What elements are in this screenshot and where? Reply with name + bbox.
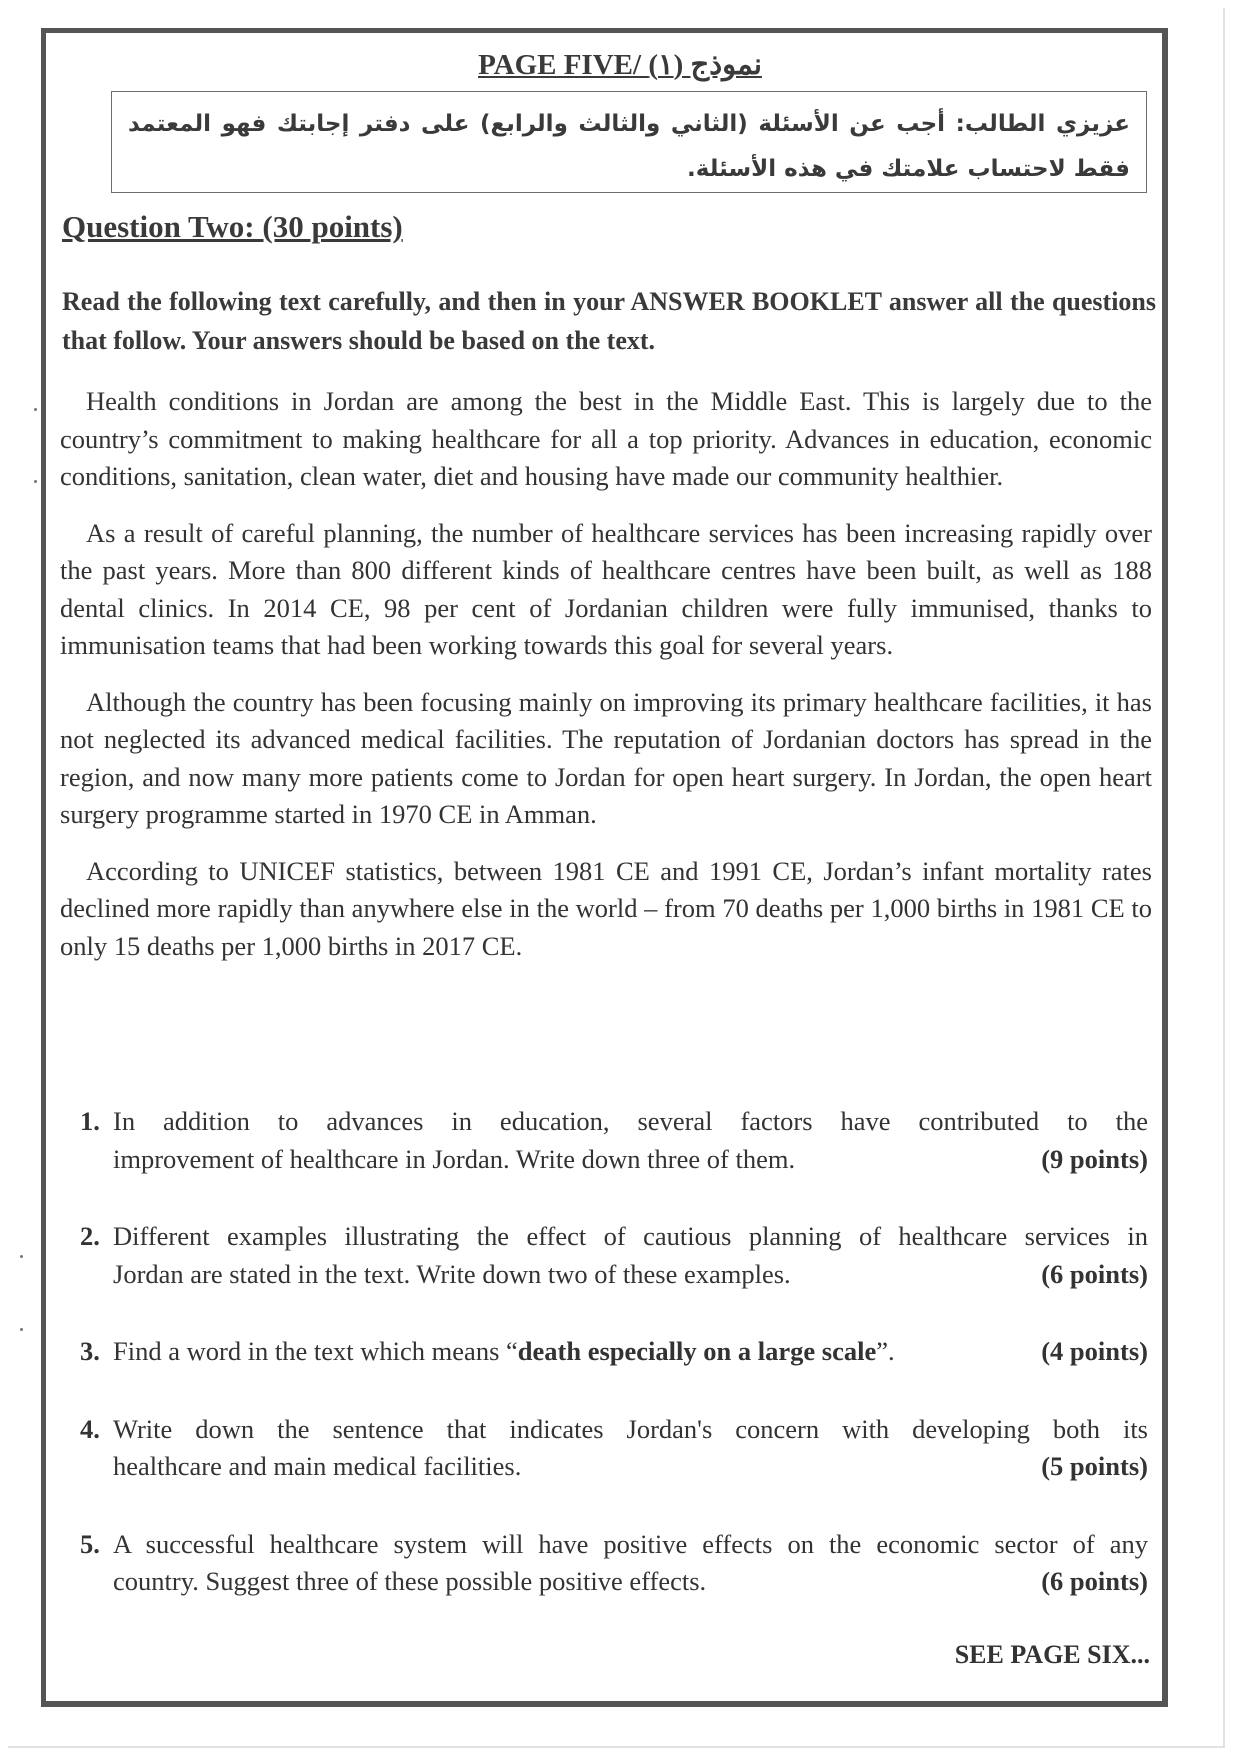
question-text: A successful healthcare system will have positive effects on the economic sector of any [113,1528,1148,1559]
passage-paragraph: According to UNICEF statistics, between 1981 CE and 1991 CE, Jordan’s infant mortality rates declined more rapidly than anywhere else in the world – from 70 deaths per 1,000 births in 1981 CE to only 15 deaths per 1,000 births in 2017 CE. [60,855,1152,961]
margin-mark [20,1255,23,1258]
question-number: 1. [80,1106,100,1136]
passage-paragraph: As a result of careful planning, the number of healthcare services has been increasing rapidly over the past years. More than 800 different kinds of healthcare centres have been built, as well as 188 dental clinics. In 2014 CE, 98 per cent of Jordanian children were fully immunised, thanks to immunisation teams that had been working towards this goal for several years. [60,517,1152,660]
question-number: 3. [80,1336,100,1366]
margin-mark [34,480,37,483]
margin-mark [34,408,37,411]
question-item [80,1103,1148,1178]
page-title: PAGE FIVE/ نموذج (١) [478,49,762,81]
question-text: Jordan are stated in the text. Write down two of these examples. [113,1258,791,1289]
question-text: healthcare and main medical facilities. [113,1451,522,1481]
question-text: Different examples illustrating the effect of cautious planning of healthcare services in [113,1221,1148,1251]
question-text: country. Suggest three of these possible positive effects. [113,1566,707,1596]
question-definition: death especially on a large scale [517,1336,877,1366]
question-text-part: ”. [876,1336,895,1366]
arabic-instruction-box [111,91,1147,193]
question-points: (5 points) [1041,1451,1148,1481]
reading-instruction: Read the following text carefully, and then in your ANSWER BOOKLET answer all the questions that follow. Your answers should be based on the text. [62,287,1156,355]
question-list [80,1103,1148,1641]
question-points: (9 points) [1041,1143,1148,1174]
passage-paragraph: Although the country has been focusing mainly on improving its primary healthcare facilities, it has not neglected its advanced medical facilities. The reputation of Jordanian doctors has spread in the region, and now many more patients come to Jordan for open heart surgery. In Jordan, the open heart surgery programme started in 1970 CE in Amman. [60,686,1152,829]
margin-mark [20,1328,23,1331]
question-heading: Question Two: (30 points) [62,209,403,244]
question-item [80,1333,1148,1371]
question-item [80,1526,1148,1601]
question-text: Write down the sentence that indicates Jordan's concern with developing both its [113,1413,1148,1444]
question-points: (4 points) [1041,1336,1148,1366]
question-text-part: Find a word in the text which means “ [113,1336,518,1366]
reading-passage [60,383,1152,984]
arabic-instruction-text: عزيزي الطالب: أجب عن الأسئلة (الثاني والثالث والرابع) على دفتر إجابتك فهو المعتمد فقط لاحتساب علامتك في هذه الأسئلة. [128,111,1130,182]
question-item [80,1218,1148,1293]
question-number: 2. [80,1221,100,1251]
question-item [80,1411,1148,1486]
question-text: improvement of healthcare in Jordan. Write down three of them. [113,1143,796,1174]
next-page-note: SEE PAGE SIX... [954,1640,1150,1669]
question-number: 5. [80,1528,100,1559]
passage-paragraph: Health conditions in Jordan are among the best in the Middle East. This is largely due to the country’s commitment to making healthcare for all a top priority. Advances in education, economic conditions, sanitation, clean water, diet and housing have made our community healthier. [60,386,1152,491]
question-number: 4. [80,1413,100,1444]
question-text: In addition to advances in education, several factors have contributed to the [113,1106,1148,1136]
question-text [113,1333,895,1371]
question-points: (6 points) [1041,1566,1148,1596]
question-points: (6 points) [1041,1258,1148,1289]
